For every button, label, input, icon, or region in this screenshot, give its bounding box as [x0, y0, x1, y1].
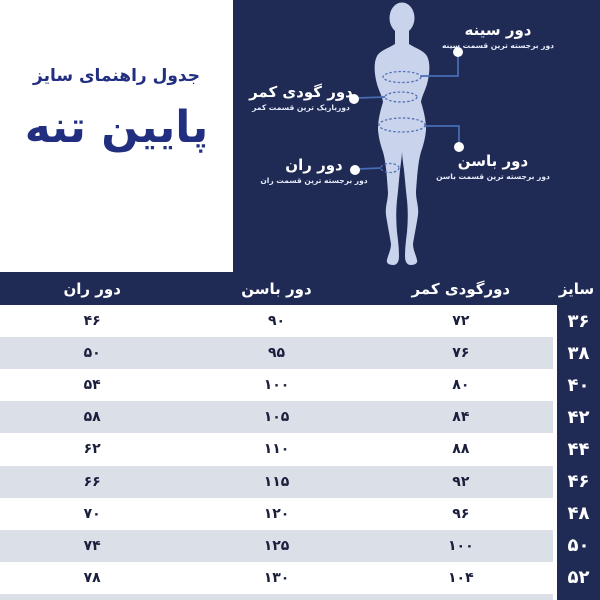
female-body-silhouette: [375, 3, 430, 266]
hip-cell: ۱۰۰: [263, 377, 290, 394]
thigh-cell: ۶۶: [83, 473, 101, 490]
bust-description: دور برجسته ترین قسمت سینه: [441, 41, 554, 51]
waist-callout-line: [357, 97, 385, 98]
hip-cell: ۹۵: [267, 345, 286, 362]
table-row-50: [0, 530, 600, 562]
body-diagram-panel: [233, 0, 600, 272]
thigh-cell: ۷۰: [83, 505, 101, 522]
table-row-40: [0, 369, 600, 401]
hip-description: دور برجسته ترین قسمت باسن: [436, 172, 550, 182]
table-row-46: [0, 466, 600, 498]
hip-callout-label: [433, 153, 553, 181]
waist-cell: ۷۲: [452, 313, 470, 330]
table-row-48: [0, 498, 600, 530]
thigh-cell: ۵۴: [83, 377, 101, 394]
hip-cell: ۹۰: [267, 313, 286, 330]
size-table: [0, 272, 600, 600]
size-column-end: [553, 594, 600, 600]
waist-label: دور گودی کمر: [249, 83, 353, 101]
header-cell-thigh: دور ران: [63, 279, 121, 298]
size-cell: ۴۴: [553, 433, 600, 465]
size-cell: ۳۶: [553, 305, 600, 337]
table-header-row: [0, 272, 600, 305]
waist-cell: ۸۴: [452, 409, 470, 426]
waist-cell: ۸۸: [452, 441, 470, 458]
size-cell: ۴۰: [553, 369, 600, 401]
thigh-cell: ۵۰: [83, 345, 101, 362]
waist-cell: ۹۲: [452, 473, 470, 490]
thigh-callout-label: [255, 157, 373, 185]
title-panel: [0, 0, 233, 272]
thigh-description: دور برجسته ترین قسمت ران: [260, 176, 368, 186]
size-cell: ۵۲: [553, 562, 600, 594]
bust-label: دور سینه: [464, 21, 532, 39]
guide-heading: جدول راهنمای سایز: [33, 66, 200, 86]
strip-cell: [0, 594, 553, 600]
size-cell: ۴۶: [553, 466, 600, 498]
waist-callout-label: [241, 84, 361, 112]
waist-cell: ۹۶: [452, 505, 470, 522]
table-row-42: [0, 401, 600, 433]
table-row-44: [0, 433, 600, 465]
size-cell: ۴۲: [553, 401, 600, 433]
hip-cell: ۱۱۰: [263, 441, 290, 458]
hip-cell: ۱۱۵: [263, 473, 290, 490]
top-section: [0, 0, 600, 272]
header-cell-hip: دور باسن: [241, 279, 312, 298]
waist-description: دورباریک ترین قسمت کمر: [252, 103, 350, 113]
size-cell: ۵۰: [553, 530, 600, 562]
hip-callout-line: [425, 126, 459, 142]
header-cell-waist: دورگودی کمر: [411, 279, 511, 298]
waist-cell: ۸۰: [452, 377, 470, 394]
hip-cell: ۱۲۵: [263, 537, 290, 554]
table-body: [0, 305, 600, 600]
hip-callout-dot: [454, 142, 464, 152]
waist-cell: ۱۰۴: [448, 569, 474, 586]
page-title: پایین تنه: [24, 102, 209, 153]
header-cell-size: سایز: [558, 279, 595, 298]
table-row-36: [0, 305, 600, 337]
table-bottom-strip: [0, 594, 600, 600]
thigh-cell: ۷۸: [83, 569, 101, 586]
thigh-cell: ۶۲: [83, 441, 101, 458]
thigh-cell: ۵۸: [83, 409, 101, 426]
waist-cell: ۱۰۰: [448, 537, 474, 554]
thigh-cell: ۷۴: [83, 537, 101, 554]
hip-cell: ۱۲۰: [263, 505, 290, 522]
hip-cell: ۱۳۰: [263, 569, 290, 586]
thigh-cell: ۴۶: [83, 313, 101, 330]
size-cell: ۳۸: [553, 337, 600, 369]
thigh-label: دور ران: [285, 156, 343, 174]
table-row-38: [0, 337, 600, 369]
size-cell: ۴۸: [553, 498, 600, 530]
bust-callout-label: [438, 22, 558, 50]
hip-cell: ۱۰۵: [263, 409, 290, 426]
waist-cell: ۷۶: [452, 345, 470, 362]
hip-label: دور باسن: [457, 152, 529, 170]
table-row-52: [0, 562, 600, 594]
